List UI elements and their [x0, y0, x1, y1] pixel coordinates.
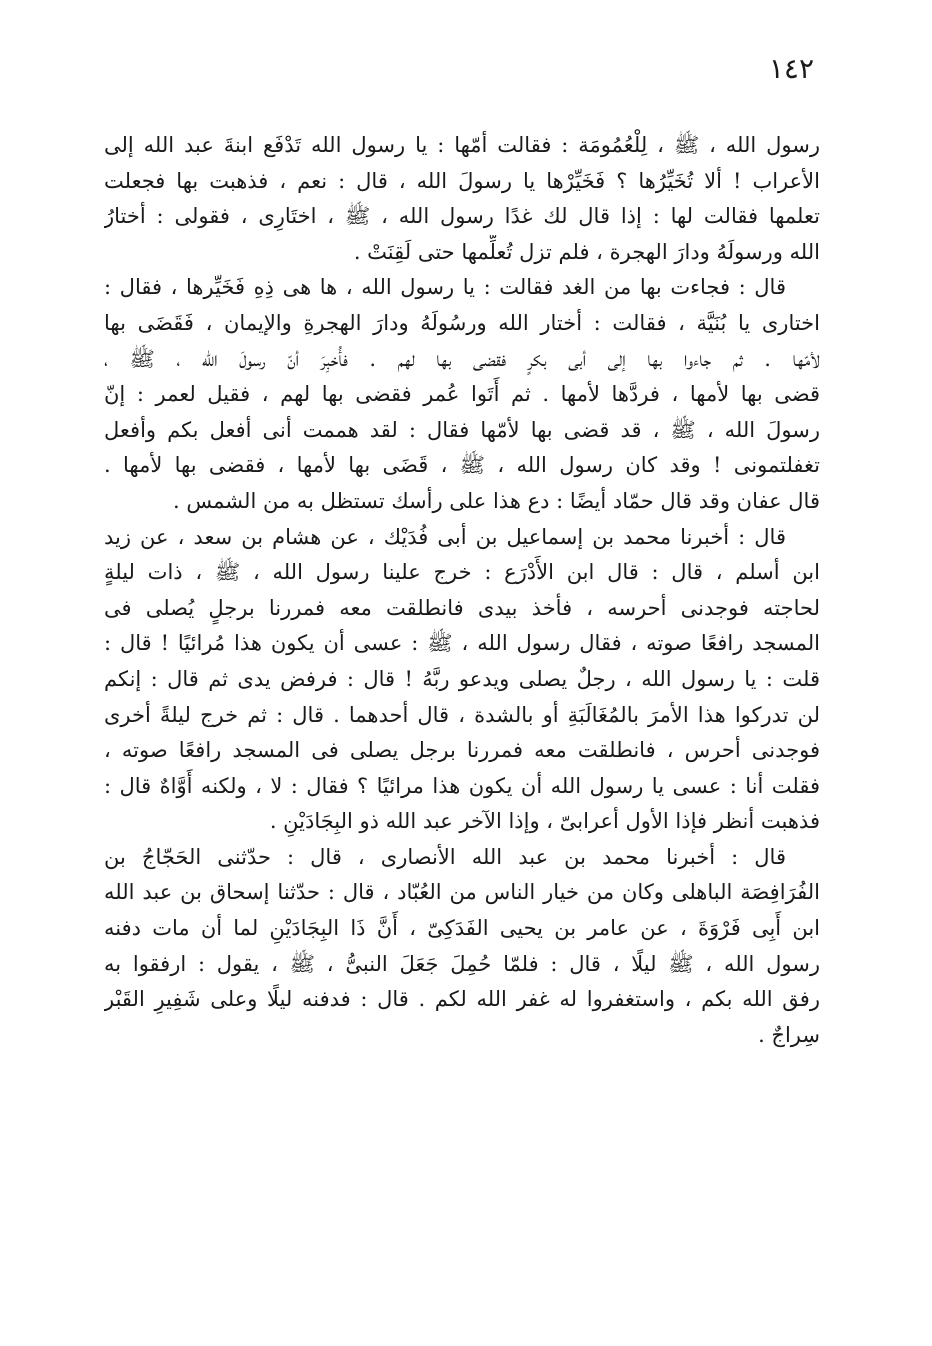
text-line: قال : أخبرنا محمد بن عبد الله الأنصارى ، قال : حدّثنى الحَجّاجُ بن	[104, 844, 786, 869]
paragraph	[104, 270, 820, 519]
text-line: لن تدركوا هذا الأمرَ بالمُغَالَبَةِ أو بالشدة ، قال أحدهما . قال : ثم خرج ليلةً أخرى	[104, 702, 820, 727]
text-line: الأعراب ! ألا تُخَيِّرُها ؟ فَخَيِّرْها يا رسولَ الله ، قال : نعم ، فذهبت بها فجعلت	[104, 168, 820, 193]
text-line: قلت : يا رسول الله ، رجلٌ يصلى ويدعو ربَّهُ ! قال : فرفض يدى ثم قال : إنكم	[104, 666, 820, 691]
text-line: فقلت أنا : عسى يا رسول الله أن يكون هذا مرائيًا ؟ فقال : لا ، ولكنه أَوَّاهٌ قال :	[104, 773, 820, 798]
text-line: ابن أسلم ، قال : قال ابن الأَدْرَع : خرج علينا رسول الله ، ﷺ ، ذات ليلةٍ	[104, 560, 820, 585]
text-line: ابن أَبِى فَرْوَةَ ، عن عامر بن يحيى الفَدَكِىّ ، أَنَّ ذَا البِجَادَيْنِ لما أن مات دفنه	[104, 916, 820, 941]
text-line: الله ورسولَهُ ودارَ الهجرة ، فلم تزل تُعلِّمها حتى لَقِنَتْ .	[353, 239, 820, 264]
text-line: فوجدنى أحرس ، فانطلقت معه فمررنا برجل يصلى فى المسجد رافعًا صوته ،	[104, 738, 820, 763]
text-line: قضى بها لأمها ، فردَّها لأمها . ثم أَتَوا عُمر فقضى بها لهم ، فقيل لعمر : إنّ	[104, 382, 820, 407]
paragraph	[104, 840, 820, 1054]
text-body	[104, 128, 820, 1053]
text-line: فذهبت أنظر فإذا الأول أعرابىّ ، وإذا الآخر عبد الله ذو البِجَادَيْنِ .	[269, 809, 820, 834]
paragraph	[104, 128, 820, 270]
text-line: لحاجته فوجدنى أحرسه ، فأخذ بيدى فانطلقت معه فمررنا برجلٍ يُصلى فى	[104, 595, 820, 620]
text-line: رسولَ الله ، ﷺ ، قد قضى بها لأمّها فقال : لقد هممت أنى أفعل بكم وأفعل	[104, 417, 820, 442]
text-line: لأمّها . ثم جاءوا بها إلى أبى بكرٍ فقضى بها لهم . فأُخبِرَ أنّ رسولَ الله ، ﷺ ،	[104, 346, 820, 371]
text-line: رسول الله ، ﷺ ليلًا ، قال : فلمّا حُمِلَ جَعَلَ النبىُّ ، ﷺ ، يقول : ارفقوا به	[104, 951, 820, 976]
text-line: تعلمها فقالت لها : إذا قال لك غدًا رسول الله ، ﷺ ، اختَارِى ، فقولى : أختارُ	[104, 204, 820, 229]
text-line: المسجد رافعًا صوته ، فقال رسول الله ، ﷺ : عسى أن يكون هذا مُرائيًا ! قال :	[104, 631, 820, 656]
text-line: تغفلتمونى ! وقد كان رسول الله ، ﷺ ، قَضَى بها لأمها ، فقضى بها لأمها .	[104, 453, 820, 478]
paragraph	[104, 520, 820, 840]
text-line: قال : أخبرنا محمد بن إسماعيل بن أبى فُدَيْك ، عن هشام بن سعد ، عن زيد	[104, 524, 786, 549]
text-line: قال : فجاءت بها من الغد فقالت : يا رسول الله ، ها هى ذِهِ فَخَيِّرها ، فقال :	[104, 275, 786, 300]
text-line: اختارى يا بُنَيَّة ، فقالت : أختار الله ورسُولَهُ ودارَ الهجرةِ والإيمان ، فَقَضَى بها	[104, 310, 820, 335]
page-number: ١٤٢	[768, 52, 814, 85]
text-line: رسول الله ، ﷺ ، لِلْعُمُومَة : فقالت أمّها : يا رسول الله تَدْفَع ابنةَ عبد الله إلى	[104, 133, 820, 157]
text-line: رفق الله بكم ، واستغفروا له غفر الله لكم . قال : فدفنه ليلًا وعلى شَفِيرِ القَبْر	[104, 987, 820, 1012]
text-line: الفُرَافِصَة الباهلى وكان من خيار الناس من العُبّاد ، قال : حدّثنا إسحاق بن عبد الله	[104, 880, 820, 905]
text-line: سِراجٌ .	[758, 1022, 820, 1047]
text-line: قال عفان وقد قال حمّاد أيضًا : دع هذا على رأسك تستظل به من الشمس .	[173, 488, 820, 513]
